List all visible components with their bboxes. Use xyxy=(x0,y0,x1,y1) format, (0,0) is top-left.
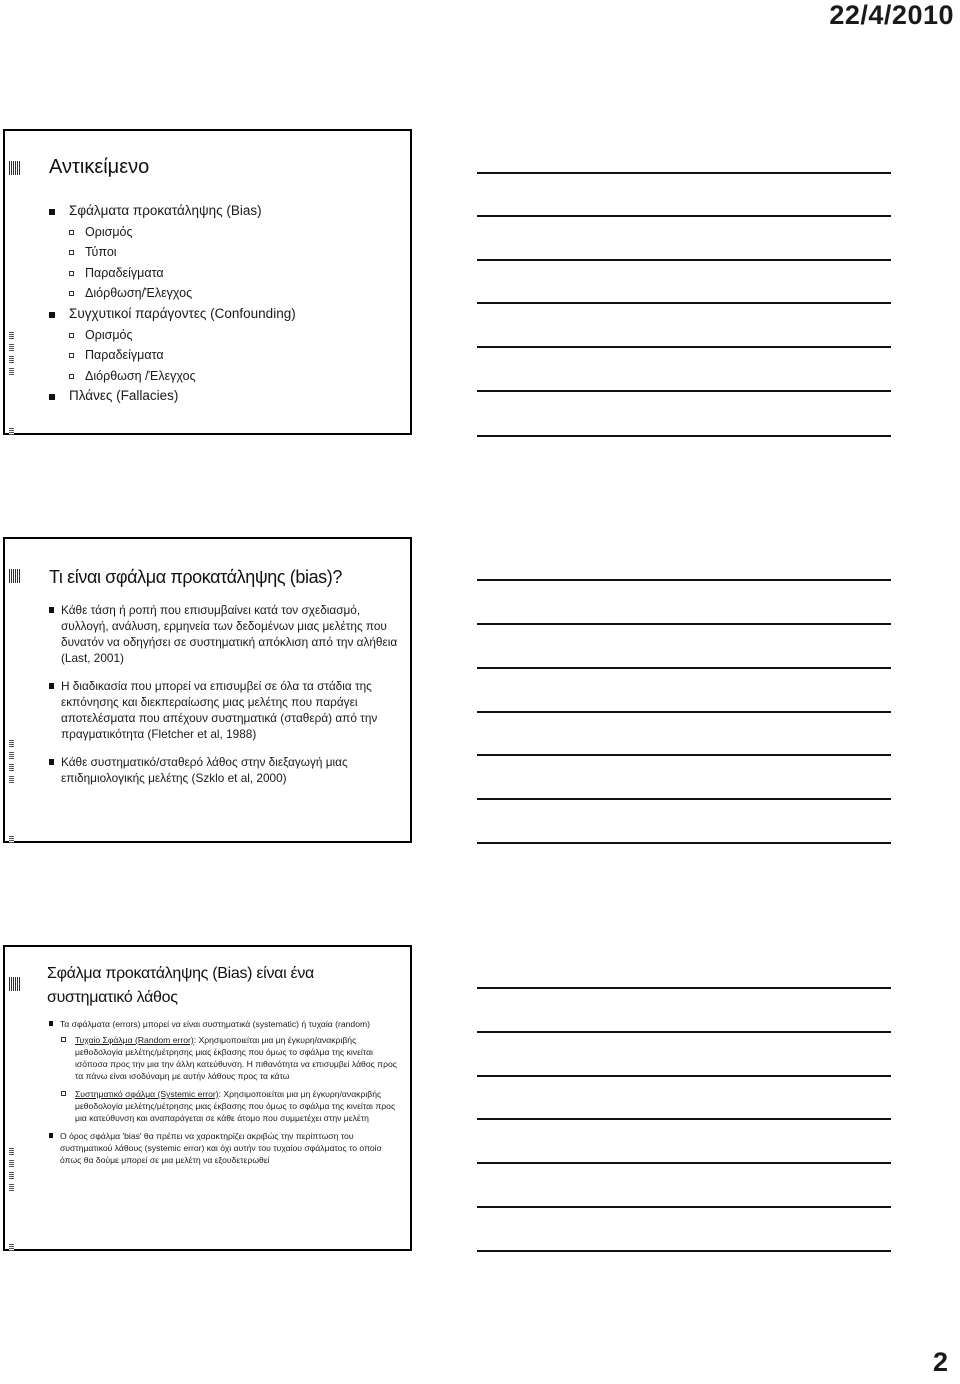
bullet-list xyxy=(49,1018,402,1166)
list-item: Τυχαίο Σφάλμα (Random error): Χρησιμοποιείται μια μη έγκυρη/ανακριβής μεθοδολογία μελέτης/μέτρησης μιας έκβασης που όμως το σφάλμα της κινείται ισόποσα προς την μια την άλλη κατεύθυνση. Η πιθανότητα να επισυμβεί λάθος προς τα πάνω είναι ισοδύναμη με αυτήν λάθους προς τα κάτω xyxy=(49,1034,402,1082)
note-line xyxy=(477,435,891,437)
list-item: Πλάνες (Fallacies) xyxy=(49,386,402,407)
list-item: Διόρθωση/Έλεγχος xyxy=(49,283,402,304)
slide-1 xyxy=(3,129,412,435)
note-line xyxy=(477,667,891,669)
square-bullet-icon xyxy=(49,209,55,215)
list-item: Συστηματικό σφάλμα (Systemic error): Χρησιμοποιείται μια μη έγκυρη/ανακριβής μεθοδολογία μελέτης/μέτρησης μιας έκβασης που όμως το σφάλμα της κινείται προς μια κατεύθυνση και αναπαράγεται σε κάθε άτομο που συμμετέχει στην μελέτη xyxy=(49,1088,402,1124)
square-bullet-icon xyxy=(49,607,54,613)
hollow-bullet-icon xyxy=(69,230,74,235)
note-line xyxy=(477,302,891,304)
hollow-bullet-icon xyxy=(69,271,74,276)
note-line xyxy=(477,842,891,844)
list-item: Παραδείγματα xyxy=(49,345,402,366)
note-line xyxy=(477,1118,891,1120)
note-line xyxy=(477,1206,891,1208)
square-bullet-icon xyxy=(49,683,54,689)
systemic-error-term: Συστηματικό σφάλμα (Systemic error) xyxy=(75,1089,219,1099)
hollow-bullet-icon xyxy=(69,250,74,255)
note-line xyxy=(477,754,891,756)
page-number: 2 xyxy=(932,1347,948,1377)
slide-side-marks xyxy=(9,947,21,1249)
hollow-bullet-icon xyxy=(69,291,74,296)
slide-title: Σφάλμα προκατάληψης (Bias) είναι ένα συστηματικό λάθος xyxy=(47,965,314,1006)
note-line xyxy=(477,987,891,989)
slide-title: Αντικείμενο xyxy=(49,156,150,178)
list-item: Τύποι xyxy=(49,242,402,263)
note-line xyxy=(477,1031,891,1033)
slide-side-marks xyxy=(9,131,21,433)
hollow-bullet-icon xyxy=(69,353,74,358)
hollow-bullet-icon xyxy=(61,1037,66,1042)
note-line xyxy=(477,1250,891,1252)
random-error-term: Τυχαίο Σφάλμα (Random error) xyxy=(75,1035,194,1045)
square-bullet-icon xyxy=(49,759,54,765)
square-bullet-icon xyxy=(49,394,55,400)
list-item: Τα σφάλματα (errors) μπορεί να είναι συστηματικά (systematic) ή τυχαία (random) xyxy=(49,1018,402,1030)
slide-2 xyxy=(3,537,412,843)
list-item: Σφάλματα προκατάληψης (Bias) xyxy=(49,201,402,222)
slide-side-marks xyxy=(9,539,21,841)
list-item: Παραδείγματα xyxy=(49,263,402,284)
note-line xyxy=(477,1075,891,1077)
note-line xyxy=(477,346,891,348)
list-item: Ορισμός xyxy=(49,325,402,346)
hollow-bullet-icon xyxy=(69,333,74,338)
note-line xyxy=(477,390,891,392)
bullet-list xyxy=(49,602,402,798)
list-item: Κάθε τάση ή ροπή που επισυμβαίνει κατά τον σχεδιασμό, συλλογή, ανάλυση, ερμηνεία των δεδομένων μιας μελέτης που δυνατόν να οδηγήσει σε συστηματική απόκλιση από την αλήθεια (Last, 2001) xyxy=(49,602,402,666)
note-line xyxy=(477,798,891,800)
square-bullet-icon xyxy=(49,312,55,318)
bullet-list xyxy=(49,201,402,407)
header-date: 22/4/2010 xyxy=(829,0,954,30)
note-line xyxy=(477,623,891,625)
list-item: Ο όρος σφάλμα 'bias' θα πρέπει να χαρακτηρίζει ακριβώς την περίπτωση του συστηματικού λάθους (systemic error) και όχι αυτήν του τυχαίου σφάλματος το οποίο όπως θα δούμε μπορεί σε μια μελέτη να εξουδετερωθεί xyxy=(49,1130,402,1166)
note-line xyxy=(477,215,891,217)
list-item: Κάθε συστηματικό/σταθερό λάθος στην διεξαγωγή μιας επιδημιολογικής μελέτης (Szklo et al, 2000) xyxy=(49,754,402,786)
list-item: Η διαδικασία που μπορεί να επισυμβεί σε όλα τα στάδια της εκπόνησης και διεκπεραίωσης μιας μελέτης που παράγει αποτελέσματα που απέχουν συστηματικά (σταθερά) από την πραγματικότητα (Fletcher et al, 1988) xyxy=(49,678,402,742)
square-bullet-icon xyxy=(49,1021,53,1026)
note-line xyxy=(477,259,891,261)
note-line xyxy=(477,711,891,713)
square-bullet-icon xyxy=(49,1133,53,1138)
list-item: Ορισμός xyxy=(49,222,402,243)
list-item: Διόρθωση /Έλεγχος xyxy=(49,366,402,387)
note-line xyxy=(477,1162,891,1164)
slide-title: Τι είναι σφάλμα προκατάληψης (bias)? xyxy=(49,567,342,587)
list-item: Συγχυτικοί παράγοντες (Confounding) xyxy=(49,304,402,325)
note-line xyxy=(477,579,891,581)
note-line xyxy=(477,172,891,174)
hollow-bullet-icon xyxy=(69,374,74,379)
slide-3 xyxy=(3,945,412,1251)
hollow-bullet-icon xyxy=(61,1091,66,1096)
